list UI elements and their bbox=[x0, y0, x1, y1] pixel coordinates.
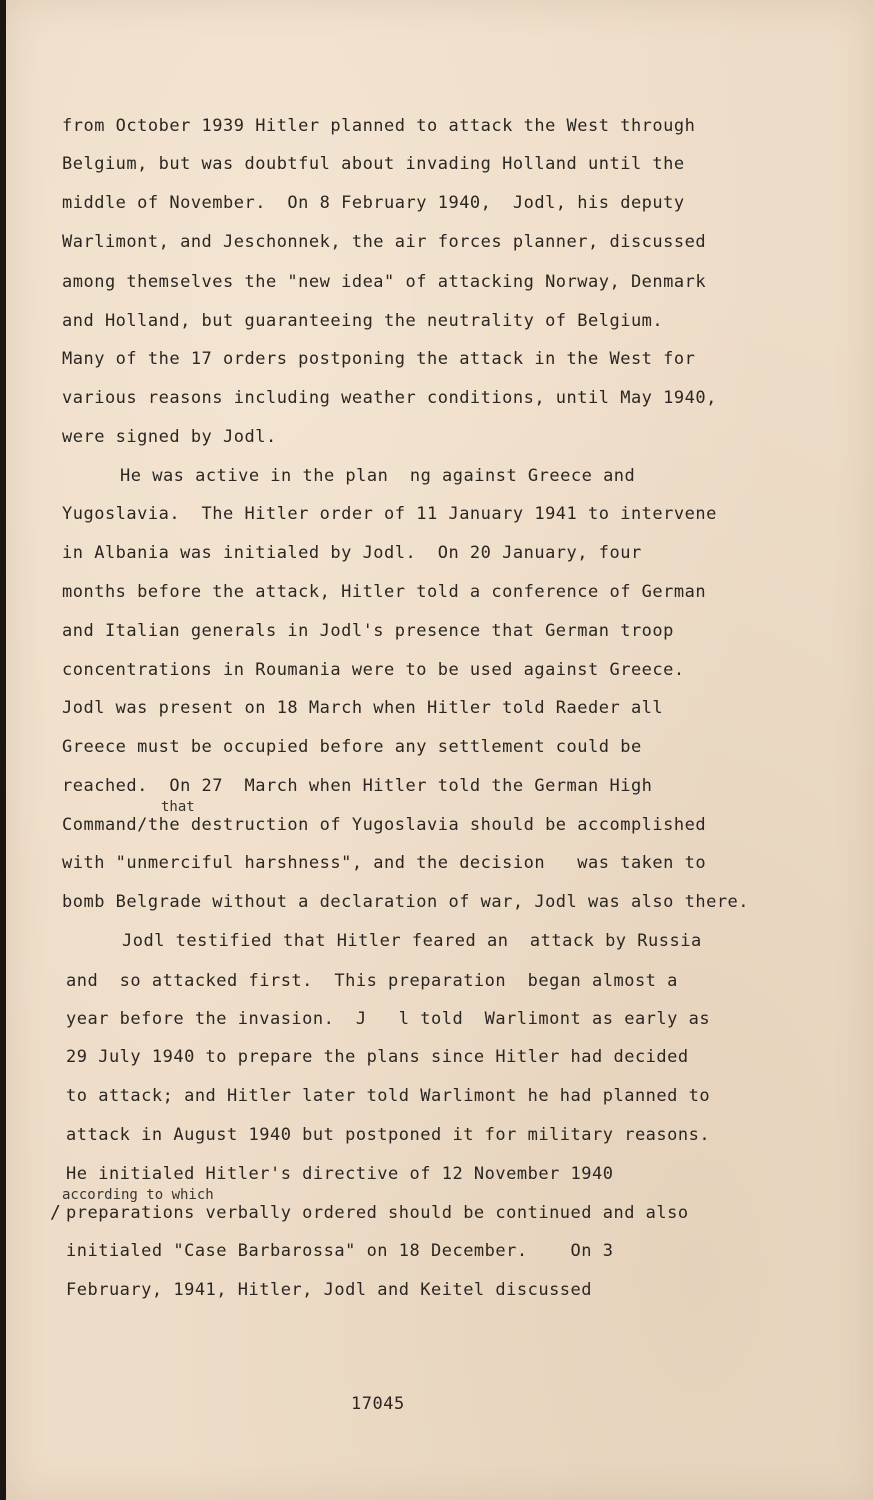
document-page bbox=[6, 0, 873, 1500]
text-line: and Holland, but guaranteeing the neutrality of Belgium. bbox=[62, 311, 664, 331]
text-line: to attack; and Hitler later told Warlimont he had planned to bbox=[66, 1086, 711, 1106]
text-line: and Italian generals in Jodl's presence that German troop bbox=[62, 621, 674, 641]
text-line: He initialed Hitler's directive of 12 November 1940 bbox=[66, 1164, 614, 1184]
text-line: middle of November. On 8 February 1940, Jodl, his deputy bbox=[62, 193, 685, 213]
text-line: February, 1941, Hitler, Jodl and Keitel discussed bbox=[66, 1280, 593, 1300]
margin-mark: / bbox=[50, 1202, 61, 1223]
text-line: Greece must be occupied before any settlement could be bbox=[62, 737, 642, 757]
text-line: preparations verbally ordered should be continued and also bbox=[66, 1203, 689, 1223]
text-line: attack in August 1940 but postponed it for military reasons. bbox=[66, 1125, 711, 1145]
text-line: among themselves the "new idea" of attacking Norway, Denmark bbox=[62, 272, 707, 292]
text-line: 29 July 1940 to prepare the plans since Hitler had decided bbox=[66, 1047, 689, 1067]
text-line: Jodl was present on 18 March when Hitler told Raeder all bbox=[62, 698, 664, 718]
text-line: bomb Belgrade without a declaration of war, Jodl was also there. bbox=[62, 892, 750, 912]
text-line: Belgium, but was doubtful about invading Holland until the bbox=[62, 154, 685, 174]
text-line: were signed by Jodl. bbox=[62, 427, 277, 447]
text-line: and so attacked first. This preparation began almost a bbox=[66, 971, 678, 991]
text-line: months before the attack, Hitler told a conference of German bbox=[62, 582, 707, 602]
text-line: Command/the destruction of Yugoslavia should be accomplished bbox=[62, 815, 707, 835]
page-number: 17045 bbox=[351, 1394, 405, 1414]
text-line: He was active in the plan ng against Greece and bbox=[120, 466, 636, 486]
interlinear-insertion: according to which bbox=[62, 1187, 214, 1203]
interlinear-insertion: that bbox=[161, 799, 195, 815]
text-line: from October 1939 Hitler planned to attack the West through bbox=[62, 116, 696, 136]
text-line: Yugoslavia. The Hitler order of 11 January 1941 to intervene bbox=[62, 504, 717, 524]
text-line: Jodl testified that Hitler feared an attack by Russia bbox=[122, 931, 702, 951]
text-line: reached. On 27 March when Hitler told the German High bbox=[62, 776, 653, 796]
text-line: concentrations in Roumania were to be used against Greece. bbox=[62, 660, 685, 680]
text-line: initialed "Case Barbarossa" on 18 December. On 3 bbox=[66, 1241, 614, 1261]
text-line: year before the invasion. J l told Warlimont as early as bbox=[66, 1009, 711, 1029]
text-line: various reasons including weather conditions, until May 1940, bbox=[62, 388, 717, 408]
text-line: Many of the 17 orders postponing the attack in the West for bbox=[62, 349, 696, 369]
text-line: Warlimont, and Jeschonnek, the air forces planner, discussed bbox=[62, 232, 707, 252]
text-line: with "unmerciful harshness", and the decision was taken to bbox=[62, 853, 707, 873]
text-line: in Albania was initialed by Jodl. On 20 January, four bbox=[62, 543, 642, 563]
